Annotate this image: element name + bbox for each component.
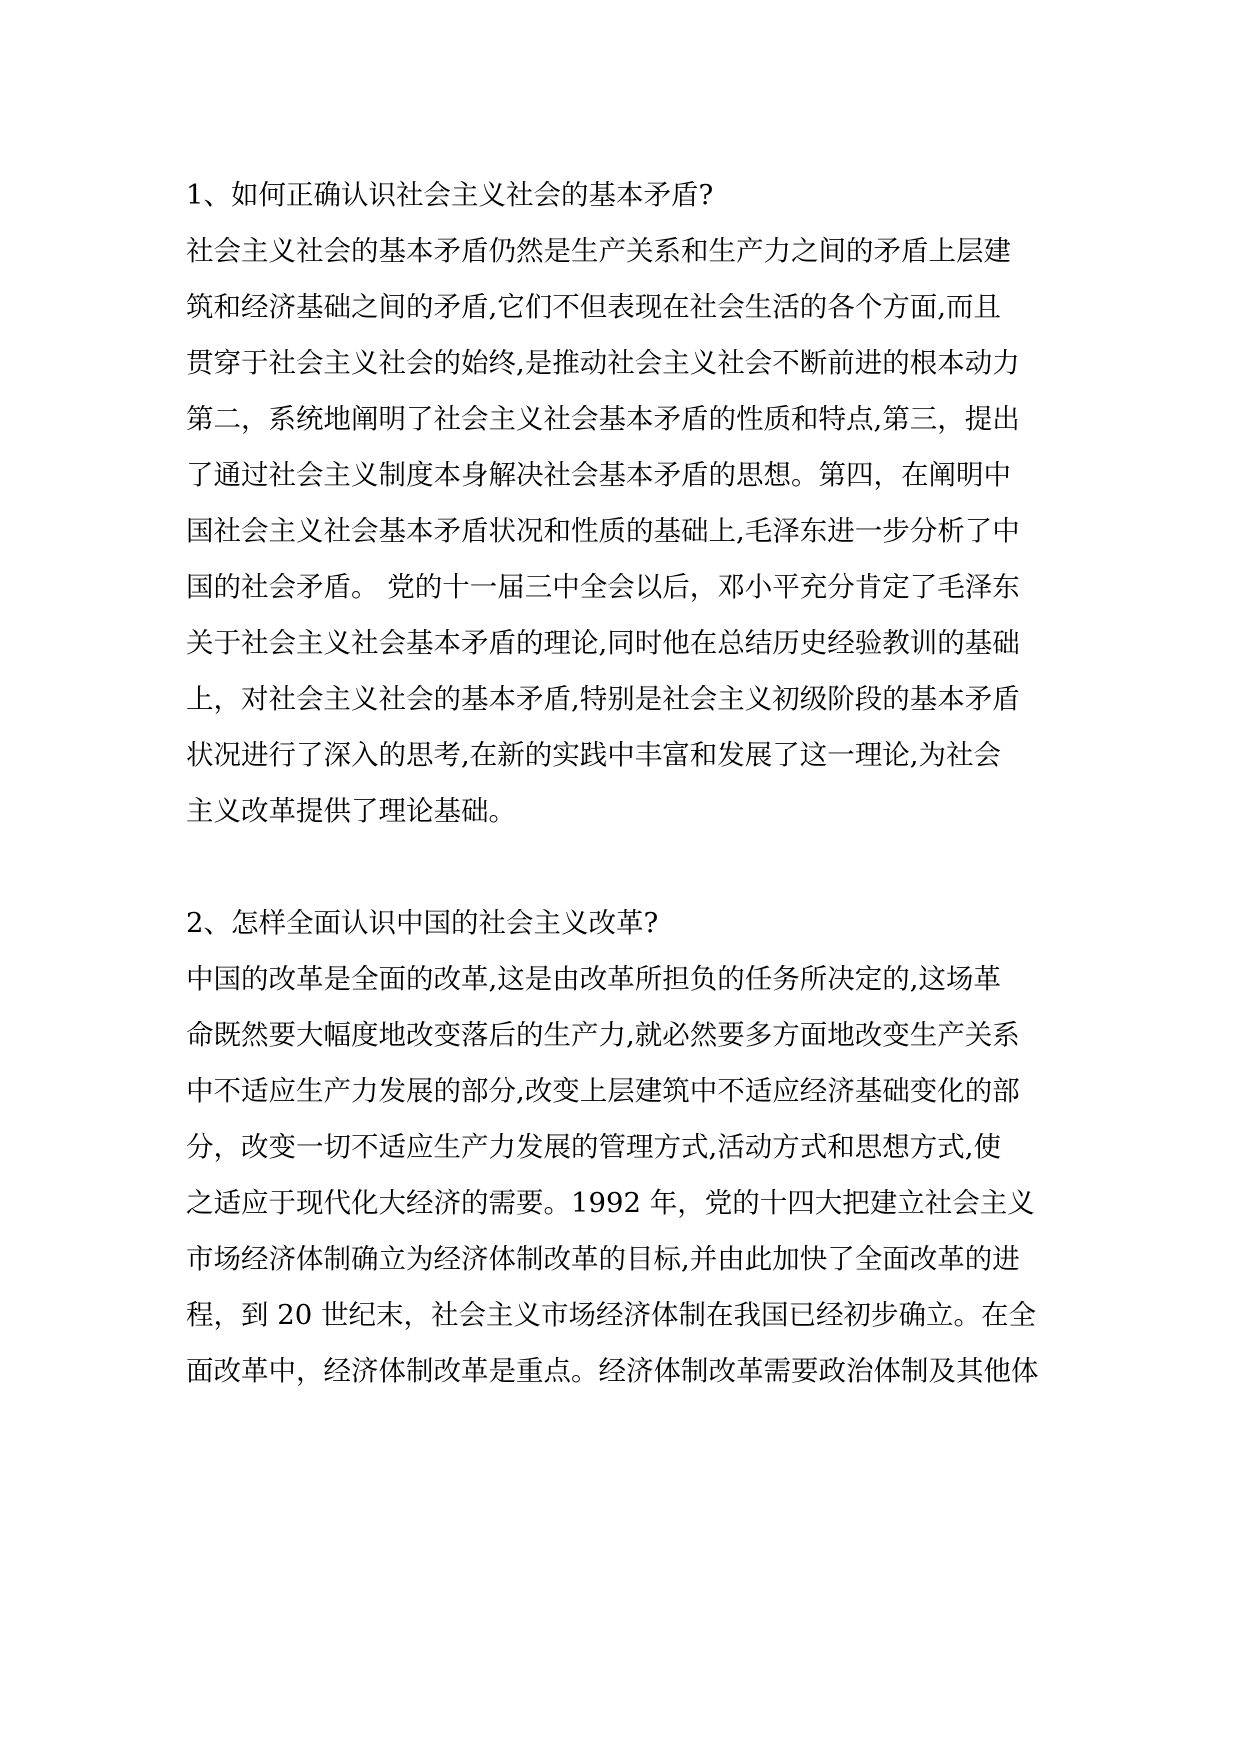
paragraph-line: 命既然要大幅度地改变落后的生产力,就必然要多方面地改变生产关系 <box>186 1019 1020 1051</box>
paragraph-line: 面改革中，经济体制改革是重点。经济体制改革需要政治体制及其他体 <box>186 1355 1039 1387</box>
paragraph-line: 上，对社会主义社会的基本矛盾,特别是社会主义初级阶段的基本矛盾 <box>186 683 1020 715</box>
paragraph-line: 市场经济体制确立为经济体制改革的目标,并由此加快了全面改革的进 <box>186 1243 1020 1275</box>
paragraph-line: 关于社会主义社会基本矛盾的理论,同时他在总结历史经验教训的基础 <box>186 627 1020 659</box>
paragraph-line: 社会主义社会的基本矛盾仍然是生产关系和生产力之间的矛盾上层建 <box>186 235 1011 267</box>
paragraph-line: 主义改革提供了理论基础。 <box>186 795 516 827</box>
paragraph-line: 国的社会矛盾。 党的十一届三中全会以后，邓小平充分肯定了毛泽东 <box>186 571 1020 603</box>
paragraph-line: 第二，系统地阐明了社会主义社会基本矛盾的性质和特点,第三，提出 <box>186 403 1020 435</box>
paragraph-line: 中不适应生产力发展的部分,改变上层建筑中不适应经济基础变化的部 <box>186 1075 1020 1107</box>
paragraph-line: 之适应于现代化大经济的需要。1992 年，党的十四大把建立社会主义 <box>186 1187 1035 1219</box>
paragraph-line: 贯穿于社会主义社会的始终,是推动社会主义社会不断前进的根本动力 <box>186 347 1020 379</box>
paragraph-line: 中国的改革是全面的改革,这是由改革所担负的任务所决定的,这场革 <box>186 963 1001 995</box>
paragraph-line: 分，改变一切不适应生产力发展的管理方式,活动方式和思想方式,使 <box>186 1131 1001 1163</box>
question-heading-2: 2、怎样全面认识中国的社会主义改革? <box>186 907 659 939</box>
paragraph-line: 程，到 20 世纪末，社会主义市场经济体制在我国已经初步确立。在全 <box>186 1299 1036 1331</box>
question-heading-1: 1、如何正确认识社会主义社会的基本矛盾? <box>186 179 714 211</box>
paragraph-line: 筑和经济基础之间的矛盾,它们不但表现在社会生活的各个方面,而且 <box>186 291 1001 323</box>
paragraph-line: 国社会主义社会基本矛盾状况和性质的基础上,毛泽东进一步分析了中 <box>186 515 1020 547</box>
paragraph-line: 状况进行了深入的思考,在新的实践中丰富和发展了这一理论,为社会 <box>186 739 1001 771</box>
paragraph-line: 了通过社会主义制度本身解决社会基本矛盾的思想。第四，在阐明中 <box>186 459 1011 491</box>
